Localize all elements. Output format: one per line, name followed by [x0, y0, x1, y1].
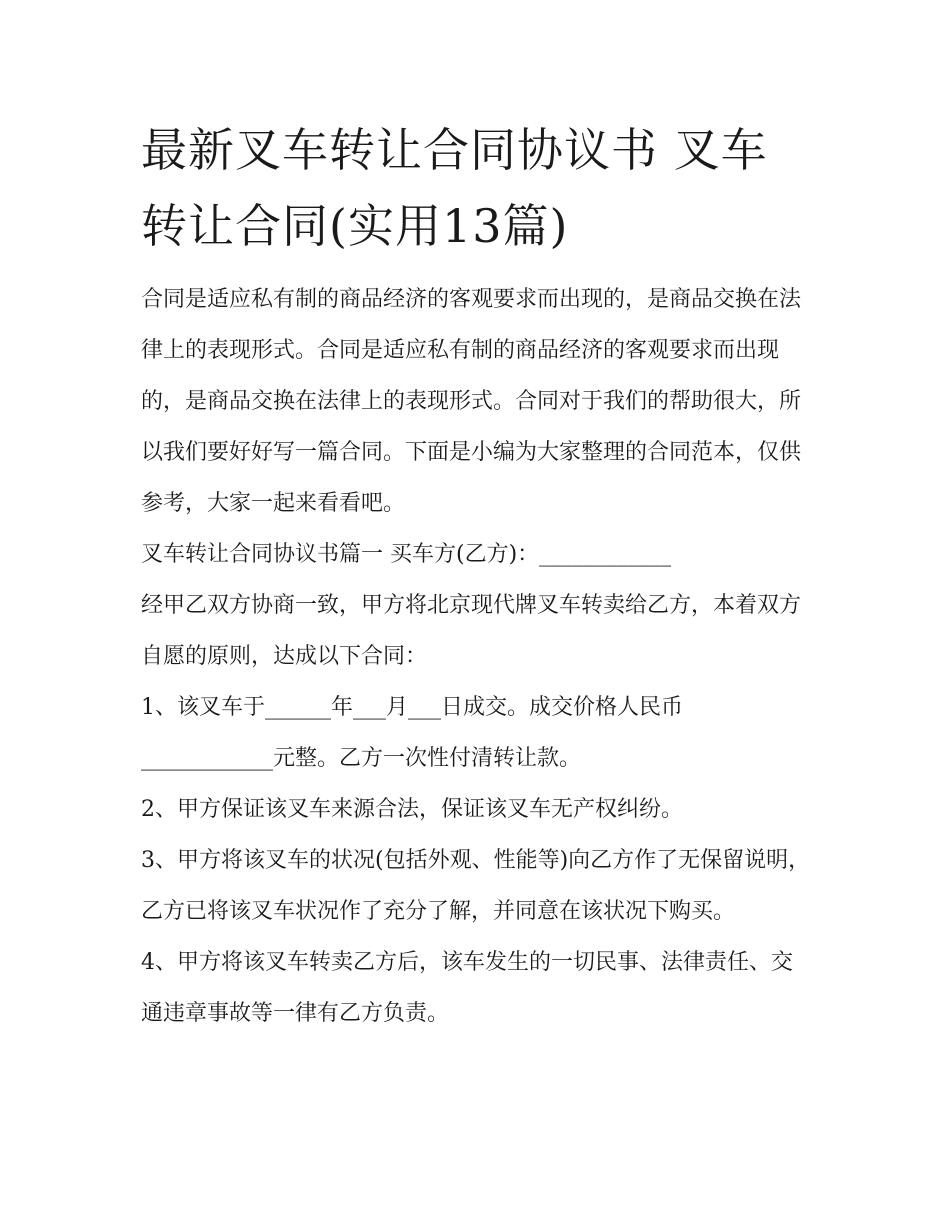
- agreement-paragraph: 经甲乙双方协商一致，甲方将北京现代牌叉车转卖给乙方，本着双方自愿的原则，达成以下合同：: [141, 593, 802, 669]
- clause-3: 3、甲方将该叉车的状况(包括外观、性能等)向乙方作了无保留说明，乙方已将该叉车状况作了充分了解，并同意在该状况下购买。: [141, 848, 811, 924]
- clause-2: 2、甲方保证该叉车来源合法，保证该叉车无产权纠纷。: [141, 797, 683, 822]
- clause-4: 4、甲方将该叉车转卖乙方后，该车发生的一切民事、法律责任、交通违章事故等一律有乙方负责。: [141, 950, 793, 1026]
- section-heading-line: 叉车转让合同协议书篇一 买车方(乙方)：____________: [141, 542, 672, 567]
- intro-paragraph: 合同是适应私有制的商品经济的客观要求而出现的，是商品交换在法律上的表现形式。合同是适应私有制的商品经济的客观要求而出现的，是商品交换在法律上的表现形式。合同对于我们的帮助很大，所以我们要好好写一篇合同。下面是小编为大家整理的合同范本，仅供参考，大家一起来看看吧。: [141, 287, 802, 516]
- clause-1: 1、该叉车于______年___月___日成交。成交价格人民币____________元整。乙方一次性付清转让款。: [141, 695, 683, 771]
- document-title: 最新叉车转让合同协议书 叉车转让合同(实用13篇): [141, 123, 768, 253]
- document-body: [141, 112, 813, 1039]
